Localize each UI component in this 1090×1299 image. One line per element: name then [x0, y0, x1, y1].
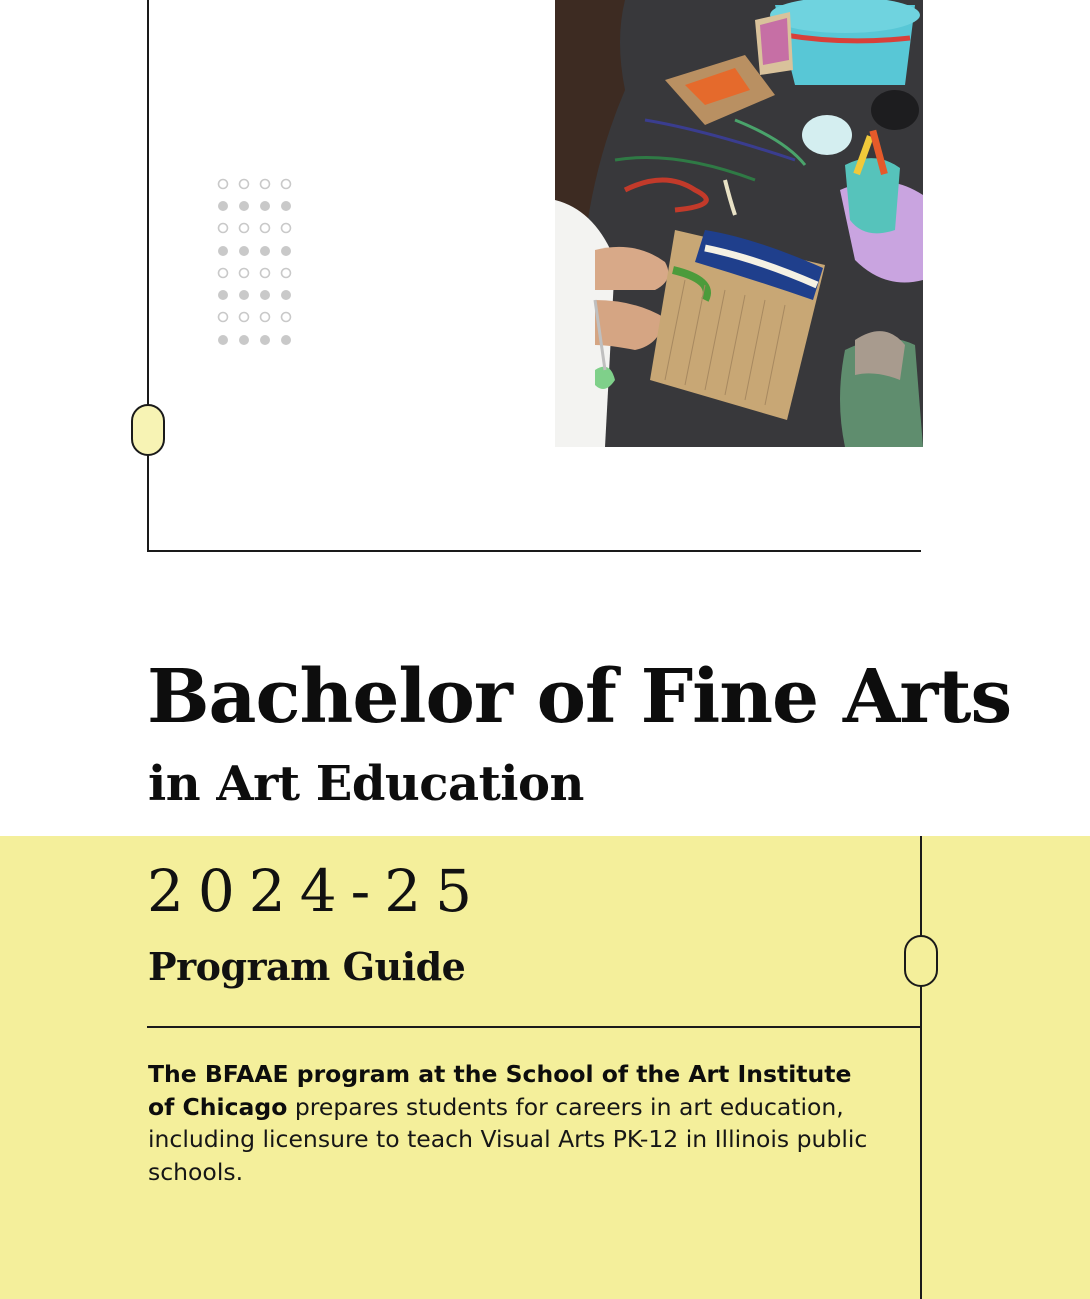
program-description	[148, 1058, 868, 1188]
program-guide-label: Program Guide	[148, 944, 466, 989]
academic-year: 2024-25	[147, 857, 487, 925]
description-bold-text: The BFAAE program at the School of the Art Institute of Chicago	[148, 1060, 852, 1121]
description-text: prepares students for careers in art education, including licensure to teach Visual Arts PK-12 in Illinois public schools.	[148, 1092, 868, 1186]
band-divider-line	[147, 1026, 921, 1028]
band-pill-ornament	[904, 935, 938, 987]
frame-pill-ornament	[131, 404, 165, 456]
band-vertical-line	[920, 836, 922, 1299]
dot-grid-decoration	[217, 178, 297, 348]
frame-vertical-line	[147, 0, 149, 551]
frame-horizontal-line	[147, 550, 921, 552]
weaving-classroom-photo	[555, 0, 923, 447]
page-title: Bachelor of Fine Arts	[147, 654, 1012, 740]
page-subtitle: in Art Education	[148, 756, 584, 812]
